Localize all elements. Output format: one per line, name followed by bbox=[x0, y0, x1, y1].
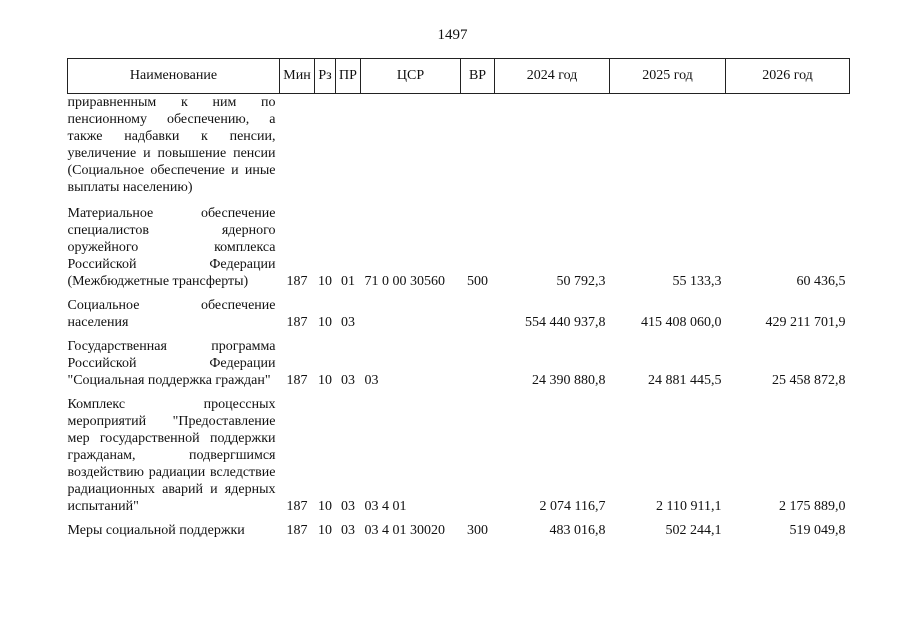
row-name: Меры социальной поддержки bbox=[67, 523, 245, 538]
row-2024 bbox=[495, 94, 610, 206]
row-2024: 554 440 937,8 bbox=[525, 315, 606, 330]
row-2025 bbox=[610, 94, 726, 206]
row-name: приравненным к ним по пенсионному обеспечению, а также надбавки к пенсии, увеличение и повышение пенсии (Социальное обеспечение и иные выплаты населению) bbox=[67, 95, 276, 195]
row-pr: 03 bbox=[341, 523, 355, 538]
row-2026: 60 436,5 bbox=[796, 274, 846, 289]
table-row bbox=[68, 396, 850, 522]
row-rz: 10 bbox=[318, 373, 332, 388]
header-2024: 2024 год bbox=[495, 59, 610, 94]
table-row bbox=[68, 297, 850, 338]
row-csr bbox=[361, 94, 461, 206]
row-name: Материальное обеспечение специалистов ядерного оружейного комплекса Российской Федерации (Межбюджетные трансферты) bbox=[67, 206, 276, 289]
row-2026: 25 458 872,8 bbox=[772, 373, 846, 388]
row-pr: 03 bbox=[341, 315, 355, 330]
row-name: Социальное обеспечение населения bbox=[67, 298, 276, 330]
row-2026: 429 211 701,9 bbox=[765, 315, 846, 330]
row-min: 187 bbox=[286, 373, 308, 388]
row-2024: 483 016,8 bbox=[549, 523, 606, 538]
row-min: 187 bbox=[286, 315, 308, 330]
row-2025: 2 110 911,1 bbox=[656, 499, 722, 514]
row-min: 187 bbox=[286, 499, 308, 514]
row-2025: 415 408 060,0 bbox=[641, 315, 722, 330]
row-csr: 03 4 01 bbox=[364, 499, 407, 514]
budget-table bbox=[67, 58, 850, 546]
row-pr: 03 bbox=[341, 499, 355, 514]
row-pr: 01 bbox=[341, 274, 355, 289]
row-rz bbox=[315, 94, 336, 206]
row-pr: 03 bbox=[341, 373, 355, 388]
row-rz: 10 bbox=[318, 523, 332, 538]
row-2026: 2 175 889,0 bbox=[779, 499, 846, 514]
header-2026: 2026 год bbox=[726, 59, 850, 94]
row-2026: 519 049,8 bbox=[789, 523, 846, 538]
row-2025: 55 133,3 bbox=[672, 274, 722, 289]
row-vr bbox=[461, 396, 495, 522]
row-min: 187 bbox=[286, 274, 308, 289]
header-csr: ЦСР bbox=[361, 59, 461, 94]
row-vr bbox=[461, 94, 495, 206]
row-vr: 500 bbox=[467, 274, 488, 289]
row-rz: 10 bbox=[318, 274, 332, 289]
table-row bbox=[68, 94, 850, 206]
row-2025: 502 244,1 bbox=[665, 523, 722, 538]
row-vr: 300 bbox=[467, 523, 488, 538]
row-rz: 10 bbox=[318, 315, 332, 330]
table-row bbox=[68, 205, 850, 297]
row-name: Государственная программа Российской Федерации "Социальная поддержка граждан" bbox=[67, 339, 276, 388]
row-2026 bbox=[726, 94, 850, 206]
row-vr bbox=[461, 297, 495, 338]
row-2024: 24 390 880,8 bbox=[532, 373, 606, 388]
row-2025: 24 881 445,5 bbox=[648, 373, 722, 388]
header-rz: Рз bbox=[315, 59, 336, 94]
header-min: Мин bbox=[280, 59, 315, 94]
row-csr: 03 4 01 30020 bbox=[364, 523, 445, 538]
row-min: 187 bbox=[286, 523, 308, 538]
header-pr: ПР bbox=[336, 59, 361, 94]
table-row bbox=[68, 338, 850, 396]
header-row bbox=[68, 59, 850, 94]
row-csr: 71 0 00 30560 bbox=[364, 274, 445, 289]
row-csr bbox=[361, 297, 461, 338]
row-rz: 10 bbox=[318, 499, 332, 514]
header-vr: ВР bbox=[461, 59, 495, 94]
row-csr: 03 bbox=[364, 373, 379, 388]
header-name: Наименование bbox=[68, 59, 280, 94]
row-2024: 2 074 116,7 bbox=[539, 499, 606, 514]
row-min bbox=[280, 94, 315, 206]
header-2025: 2025 год bbox=[610, 59, 726, 94]
row-name: Комплекс процессных мероприятий "Предоставление мер государственной поддержки гражданам, подвергшимся воздействию радиации вследствие радиационных аварий и ядерных испытаний" bbox=[67, 397, 276, 514]
row-pr bbox=[336, 94, 361, 206]
row-vr bbox=[461, 338, 495, 396]
page-number: 1497 bbox=[437, 27, 468, 43]
row-2024: 50 792,3 bbox=[556, 274, 606, 289]
table-row bbox=[68, 522, 850, 546]
